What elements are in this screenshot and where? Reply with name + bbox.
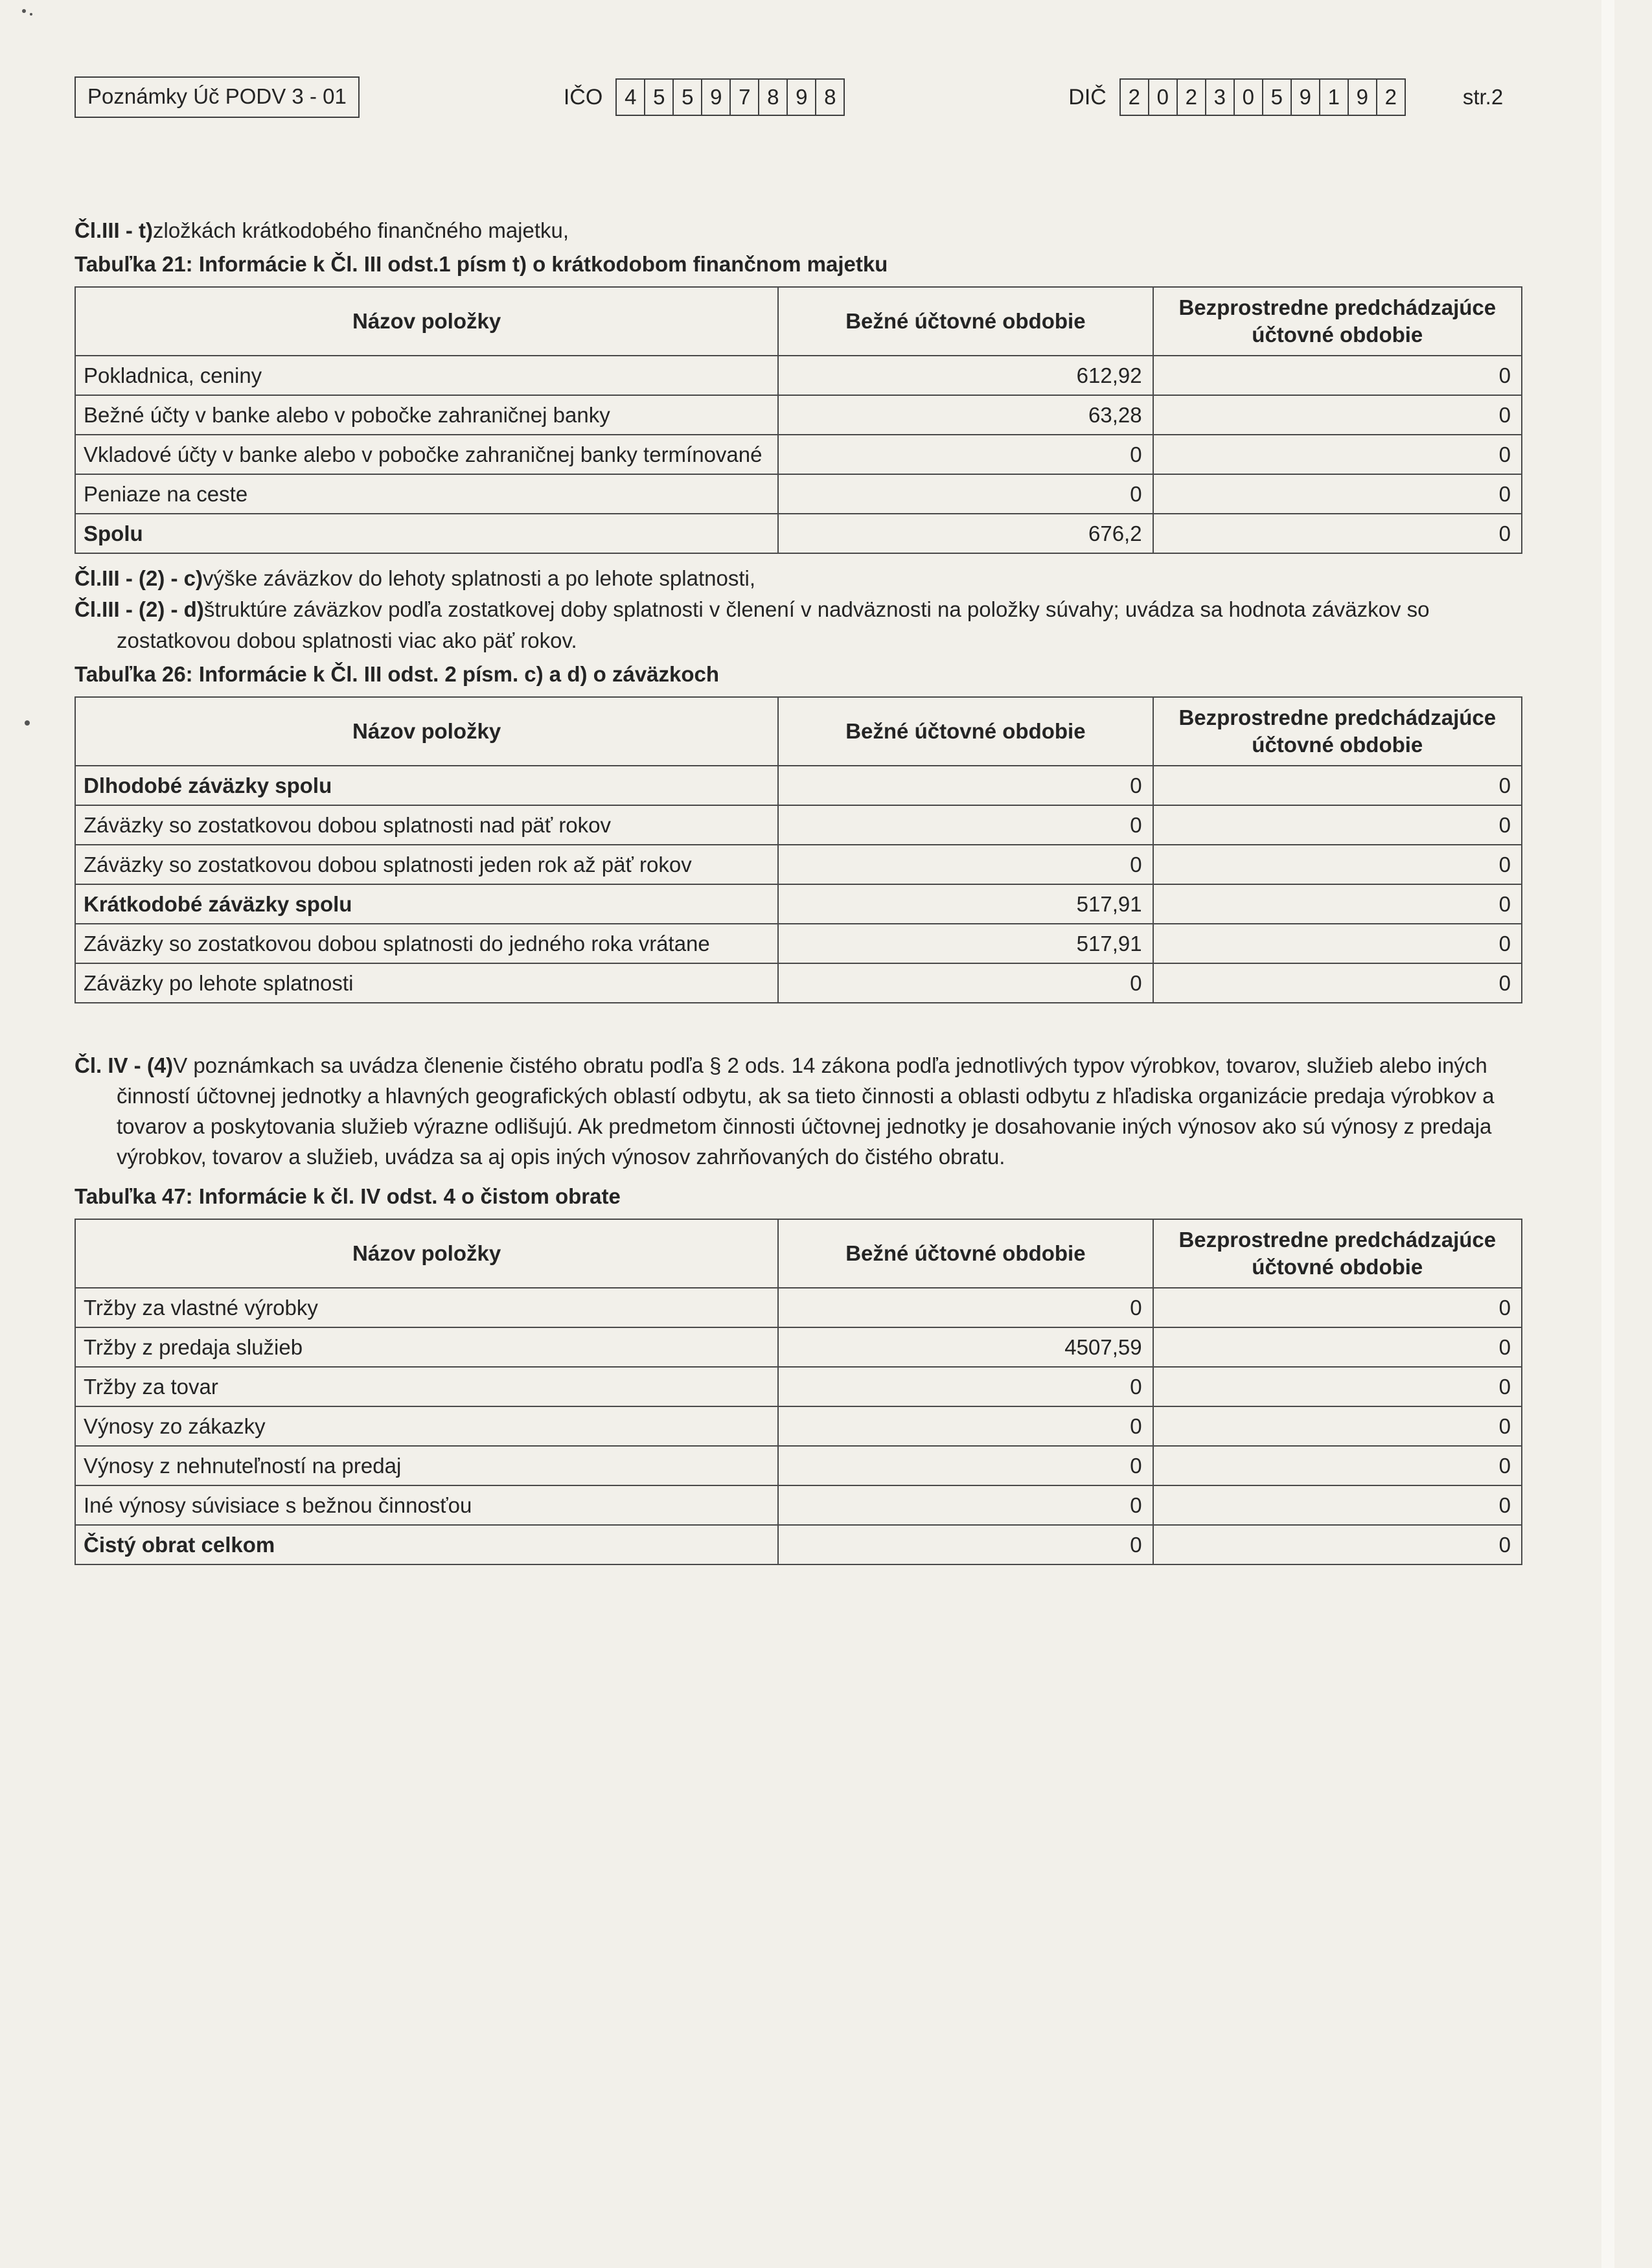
ico-label: IČO xyxy=(563,84,603,109)
previous-period-cell: 0 xyxy=(1153,1485,1522,1525)
table47-title: Tabuľka 47: Informácie k čl. IV odst. 4 o čistom obrate xyxy=(75,1184,621,1208)
table-row xyxy=(75,474,1522,514)
ico-digit-box: 4 xyxy=(615,78,645,116)
dic-digit-box: 1 xyxy=(1319,78,1349,116)
item-name-cell: Peniaze na ceste xyxy=(75,474,778,514)
item-name-cell: Pokladnica, ceniny xyxy=(75,356,778,395)
current-period-cell: 0 xyxy=(778,1485,1153,1525)
current-period-cell: 0 xyxy=(778,1525,1153,1564)
dic-digit-box: 0 xyxy=(1148,78,1178,116)
table-26 xyxy=(75,696,1522,1003)
item-name-cell: Záväzky po lehote splatnosti xyxy=(75,963,778,1003)
previous-period-cell: 0 xyxy=(1153,1288,1522,1327)
ico-digit-box: 7 xyxy=(729,78,759,116)
section-prefix: Čl.III - t) xyxy=(75,218,153,242)
previous-period-cell: 0 xyxy=(1153,395,1522,435)
col-header-name: Názov položky xyxy=(75,287,778,356)
ico-digit-box: 8 xyxy=(815,78,845,116)
table-row xyxy=(75,1327,1522,1367)
section-line-cl3-t xyxy=(75,215,1522,246)
form-id-label: Poznámky Úč PODV 3 - 01 xyxy=(87,84,347,108)
section-text: štruktúre záväzkov podľa zostatkovej doby splatnosti v členení v nadväznosti na položky súvahy; uvádza sa hodnota záväzkov so zostatkovou dobou splatnosti viac ako päť rokov. xyxy=(117,597,1430,652)
section-line-cl3-c xyxy=(75,563,1522,594)
col-header-current-period: Bežné účtovné obdobie xyxy=(778,1219,1153,1288)
dic-digit-box: 5 xyxy=(1262,78,1292,116)
ico-digit-box: 9 xyxy=(701,78,731,116)
current-period-cell: 63,28 xyxy=(778,395,1153,435)
item-name-cell: Záväzky so zostatkovou dobou splatnosti do jedného roka vrátane xyxy=(75,924,778,963)
section-cl3-t xyxy=(75,215,1522,554)
section-text: výške záväzkov do lehoty splatnosti a po lehote splatnosti, xyxy=(203,566,755,590)
section-text: V poznámkach sa uvádza členenie čistého obratu podľa § 2 ods. 14 zákona podľa jednotlivých typov výrobkov, tovarov, služieb alebo iných činností účtovnej jednotky a hlavných geografických oblastí odbytu, ak sa tieto činnosti a oblasti odbytu z hľadiska organizácie predaja výrobkov a tovarov a poskytovania služieb výrazne odlišujú. Ak predmetom činnosti účtovnej jednotky je dosahovanie iných výnosov ako sú výnosy z predaja výrobkov, tovarov a služieb, uvádza sa aj opis iných výnosov zahrňovaných do čistého obratu. xyxy=(117,1053,1495,1169)
ico-digit-box: 5 xyxy=(672,78,702,116)
col-header-name: Názov položky xyxy=(75,697,778,766)
table-row xyxy=(75,435,1522,474)
table-row xyxy=(75,963,1522,1003)
section-prefix: Čl. IV - (4) xyxy=(75,1053,174,1077)
item-name-cell: Čistý obrat celkom xyxy=(75,1525,778,1564)
dic-digit-box: 9 xyxy=(1291,78,1320,116)
col-header-previous-period: Bezprostredne predchádzajúce účtovné obdobie xyxy=(1153,1219,1522,1288)
previous-period-cell: 0 xyxy=(1153,1446,1522,1485)
section-prefix: Čl.III - (2) - c) xyxy=(75,566,203,590)
previous-period-cell: 0 xyxy=(1153,845,1522,884)
current-period-cell: 4507,59 xyxy=(778,1327,1153,1367)
table-row xyxy=(75,805,1522,845)
current-period-cell: 0 xyxy=(778,805,1153,845)
current-period-cell: 612,92 xyxy=(778,356,1153,395)
table26-title: Tabuľka 26: Informácie k Čl. III odst. 2 písm. c) a d) o záväzkoch xyxy=(75,662,720,686)
item-name-cell: Tržby za tovar xyxy=(75,1367,778,1406)
scan-speck xyxy=(22,9,26,13)
item-name-cell: Bežné účty v banke alebo v pobočke zahraničnej banky xyxy=(75,395,778,435)
previous-period-cell: 0 xyxy=(1153,1406,1522,1446)
table-row-total xyxy=(75,766,1522,805)
current-period-cell: 517,91 xyxy=(778,924,1153,963)
current-period-cell: 0 xyxy=(778,845,1153,884)
previous-period-cell: 0 xyxy=(1153,474,1522,514)
current-period-cell: 0 xyxy=(778,766,1153,805)
dic-digit-box: 2 xyxy=(1176,78,1206,116)
previous-period-cell: 0 xyxy=(1153,1367,1522,1406)
table-row xyxy=(75,356,1522,395)
previous-period-cell: 0 xyxy=(1153,963,1522,1003)
current-period-cell: 0 xyxy=(778,1288,1153,1327)
table-row-total xyxy=(75,1525,1522,1564)
table-21 xyxy=(75,286,1522,554)
form-header xyxy=(75,76,1522,118)
previous-period-cell: 0 xyxy=(1153,924,1522,963)
item-name-cell: Iné výnosy súvisiace s bežnou činnosťou xyxy=(75,1485,778,1525)
section-line-cl3-d xyxy=(75,594,1522,656)
current-period-cell: 0 xyxy=(778,1367,1153,1406)
dic-digit-box: 2 xyxy=(1119,78,1149,116)
item-name-cell: Záväzky so zostatkovou dobou splatnosti nad päť rokov xyxy=(75,805,778,845)
section-text: zložkách krátkodobého finančného majetku, xyxy=(152,218,569,242)
previous-period-cell: 0 xyxy=(1153,1525,1522,1564)
ico-digit-box: 5 xyxy=(644,78,674,116)
table21-title: Tabuľka 21: Informácie k Čl. III odst.1 písm t) o krátkodobom finančnom majetku xyxy=(75,252,888,276)
col-header-previous-period: Bezprostredne predchádzajúce účtovné obdobie xyxy=(1153,697,1522,766)
previous-period-cell: 0 xyxy=(1153,805,1522,845)
scan-speck xyxy=(30,13,32,16)
item-name-cell: Záväzky so zostatkovou dobou splatnosti jeden rok až päť rokov xyxy=(75,845,778,884)
dic-label: DIČ xyxy=(1068,84,1107,109)
col-header-previous-period: Bezprostredne predchádzajúce účtovné obdobie xyxy=(1153,287,1522,356)
col-header-current-period: Bežné účtovné obdobie xyxy=(778,287,1153,356)
form-id-box xyxy=(75,76,360,118)
dic-digit-box: 3 xyxy=(1205,78,1235,116)
current-period-cell: 517,91 xyxy=(778,884,1153,924)
table-row xyxy=(75,1406,1522,1446)
dic-group xyxy=(1068,78,1406,116)
dic-digit-box: 2 xyxy=(1376,78,1406,116)
current-period-cell: 0 xyxy=(778,1446,1153,1485)
table-header-row xyxy=(75,697,1522,766)
table-row-total xyxy=(75,884,1522,924)
previous-period-cell: 0 xyxy=(1153,766,1522,805)
table-row xyxy=(75,1288,1522,1327)
item-name-cell: Spolu xyxy=(75,514,778,553)
table-row xyxy=(75,1446,1522,1485)
dic-digit-boxes xyxy=(1119,78,1406,116)
dic-digit-box: 9 xyxy=(1348,78,1377,116)
table-row xyxy=(75,1485,1522,1525)
table-header-row xyxy=(75,287,1522,356)
previous-period-cell: 0 xyxy=(1153,356,1522,395)
col-header-name: Názov položky xyxy=(75,1219,778,1288)
item-name-cell: Vkladové účty v banke alebo v pobočke zahraničnej banky termínované xyxy=(75,435,778,474)
table-47 xyxy=(75,1219,1522,1565)
previous-period-cell: 0 xyxy=(1153,1327,1522,1367)
ico-digit-box: 9 xyxy=(786,78,816,116)
item-name-cell: Výnosy zo zákazky xyxy=(75,1406,778,1446)
item-name-cell: Krátkodobé záväzky spolu xyxy=(75,884,778,924)
ico-digit-box: 8 xyxy=(758,78,788,116)
previous-period-cell: 0 xyxy=(1153,435,1522,474)
scan-speck xyxy=(25,720,30,726)
current-period-cell: 0 xyxy=(778,474,1153,514)
ico-digit-boxes xyxy=(615,78,845,116)
current-period-cell: 0 xyxy=(778,1406,1153,1446)
table-header-row xyxy=(75,1219,1522,1288)
item-name-cell: Dlhodobé záväzky spolu xyxy=(75,766,778,805)
previous-period-cell: 0 xyxy=(1153,514,1522,553)
table-row xyxy=(75,845,1522,884)
table-row xyxy=(75,924,1522,963)
item-name-cell: Výnosy z nehnuteľností na predaj xyxy=(75,1446,778,1485)
item-name-cell: Tržby z predaja služieb xyxy=(75,1327,778,1367)
section-cl4 xyxy=(75,1050,1522,1565)
current-period-cell: 676,2 xyxy=(778,514,1153,553)
ico-group xyxy=(564,78,845,116)
section-paragraph-cl4 xyxy=(75,1050,1522,1172)
item-name-cell: Tržby za vlastné výrobky xyxy=(75,1288,778,1327)
section-cl3-cd xyxy=(75,563,1522,1003)
table-row xyxy=(75,1367,1522,1406)
table-row xyxy=(75,395,1522,435)
col-header-current-period: Bežné účtovné obdobie xyxy=(778,697,1153,766)
section-prefix: Čl.III - (2) - d) xyxy=(75,597,204,621)
dic-digit-box: 0 xyxy=(1233,78,1263,116)
page-number: str.2 xyxy=(1462,85,1504,109)
table-row-total xyxy=(75,514,1522,553)
current-period-cell: 0 xyxy=(778,435,1153,474)
previous-period-cell: 0 xyxy=(1153,884,1522,924)
current-period-cell: 0 xyxy=(778,963,1153,1003)
